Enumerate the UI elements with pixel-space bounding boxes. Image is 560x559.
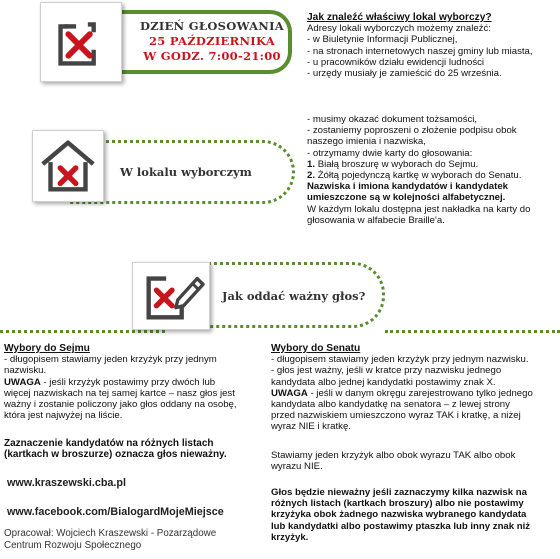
senat-tak-note — [271, 450, 515, 472]
senat-invalid-line: krzyżyka obok żadnego nazwiska wybranego kandydata — [271, 509, 527, 521]
sejm-note — [4, 438, 227, 460]
at-station-line: - zostaniemy poproszeni o złożenie podpisu obok — [307, 125, 517, 137]
sejm-line: nazwisku. — [4, 365, 47, 377]
sejm-uwaga-text: - jeśli krzyżyk postawimy przy dwóch lub — [40, 376, 216, 388]
ballot-item-2-number: 2. — [307, 170, 316, 182]
ballot-pencil-icon — [133, 263, 209, 329]
divider-right — [385, 330, 560, 333]
senat-invalid-line: krzyżyk. — [271, 531, 309, 543]
senat-uwaga-label: UWAGA — [271, 387, 308, 399]
sejm-uwaga-line: ważny i zostanie policzony jako głos oddany na osobę, — [4, 399, 237, 411]
senat-line: kandydata albo jednej kandydatki postawimy znak X. — [271, 376, 496, 388]
ballot-item-2-text: Żółtą pojedynczą kartkę w wyborach do Senatu. — [317, 170, 522, 182]
senat-uwaga-line: wyraz NIE i kratkę. — [271, 421, 351, 433]
banner-line-3: W GODZ. 7:00-21:00 — [143, 49, 281, 63]
author-credit — [4, 528, 216, 552]
senat-invalid-line: różnych listach (kartkach broszury) albo nie postawimy — [271, 498, 524, 510]
senat-uwaga-line: przed nazwiskiem umieszczono wyraz TAK i kratkę, a niżej — [271, 410, 521, 422]
ballot-badge — [40, 2, 122, 82]
senat-heading: Wybory do Senatu — [271, 343, 361, 354]
banner-line-2: 25 PAŹDZIERNIKA — [148, 34, 276, 48]
senat-invalid-line: Głos będzie nieważny jeśli zaznaczymy kilka nazwisk na — [271, 487, 527, 498]
facebook-link[interactable]: www.facebook.com/BialogardMojeMiejsce — [7, 506, 224, 518]
senat-invalid-note — [271, 487, 530, 543]
find-station-line: - w Biuletynie Informacji Publicznej, — [307, 34, 458, 46]
sejm-note-line: Zaznaczenie kandydatów na różnych listach — [4, 438, 214, 449]
sejm-section — [4, 343, 237, 421]
senat-line: - długopisem stawiamy jeden krzyżyk przy jednym nazwisku. — [271, 354, 529, 366]
ballot-item-1 — [307, 159, 530, 170]
website-link[interactable]: www.kraszewski.cba.pl — [7, 477, 127, 489]
at-station-section — [307, 114, 530, 226]
polling-house-badge — [32, 130, 104, 202]
senat-invalid-line: lub kandydatki albo postawimy ptaszka lub inny znak niż — [271, 520, 531, 532]
date-banner — [95, 10, 292, 74]
find-station-section — [307, 12, 533, 79]
sejm-uwaga — [4, 377, 237, 388]
find-station-line: Adresy lokali wyborczych możemy znaleźć: — [307, 23, 491, 35]
valid-vote-badge — [132, 262, 210, 330]
banner-line-1: DZIEŃ GŁOSOWANIA — [139, 19, 285, 33]
senat-uwaga-line: kandydata albo kandydatkę na senatora – z lewej strony — [271, 399, 510, 411]
ballot-x-icon — [41, 3, 121, 81]
sejm-uwaga-line: która jest najwyżej na liście. — [4, 410, 123, 422]
sejm-heading: Wybory do Sejmu — [4, 343, 90, 354]
author-line: Opracował: Wojciech Kraszewski - Pozarządowe — [4, 528, 217, 539]
braille-note: W każdym lokalu dostępna jest nakładka na karty do — [307, 203, 531, 215]
sejm-uwaga-line: więcej nazwiskach na tej samej kartce – nasz głos jest — [4, 387, 235, 399]
author-line: Centrum Rozwoju Społecznego — [4, 540, 142, 551]
ballot-item-1-number: 1. — [307, 158, 316, 170]
at-station-line: - musimy okazać dokument tożsamości, — [307, 114, 478, 125]
senat-uwaga-text: - jeśli w danym okręgu zarejestrowano tylko jednego — [307, 387, 533, 399]
polling-house-icon — [33, 131, 103, 201]
at-station-label: W lokalu wyborczym — [120, 165, 252, 179]
senat-section — [271, 343, 533, 433]
find-station-line: - na stronach internetowych naszej gminy lub miasta, — [307, 45, 533, 57]
senat-tak-line: Stawiamy jeden krzyżyk albo obok wyrazu TAK albo obok — [271, 450, 516, 461]
senat-tak-line: wyrazu NIE. — [271, 461, 323, 473]
alphabetical-note: umieszczone są w kolejności alfabetycznej. — [307, 192, 506, 204]
ballot-item-1-text: Białą broszurę w wyborach do Sejmu. — [317, 158, 479, 170]
senat-line: - głos jest ważny, jeśli w kratce przy nazwisku jednego — [271, 365, 502, 377]
sejm-note-line: (kartkach w broszurze) oznacza głos nieważny. — [4, 449, 227, 461]
at-station-line: naszego imienia i nazwiska, — [307, 136, 426, 148]
at-station-line: - otrzymamy dwie karty do głosowania: — [307, 147, 473, 159]
alphabetical-note: Nazwiska i imiona kandydatów i kandydatek — [307, 181, 509, 193]
divider-left — [0, 330, 165, 333]
senat-uwaga — [271, 388, 533, 399]
find-station-line: - urzędy musiały je zamieścić do 25 września. — [307, 68, 502, 80]
braille-note: głosowania w alfabecie Braille'a. — [307, 214, 445, 226]
find-station-line: - u pracowników działu ewidencji ludności — [307, 56, 485, 68]
find-station-heading: Jak znaleźć właściwy lokal wyborczy? — [307, 12, 492, 23]
sejm-line: - długopisem stawiamy jeden krzyżyk przy jednym — [4, 354, 217, 366]
sejm-uwaga-label: UWAGA — [4, 376, 41, 388]
valid-vote-label: Jak oddać ważny głos? — [222, 289, 366, 303]
ballot-item-2 — [307, 170, 530, 181]
